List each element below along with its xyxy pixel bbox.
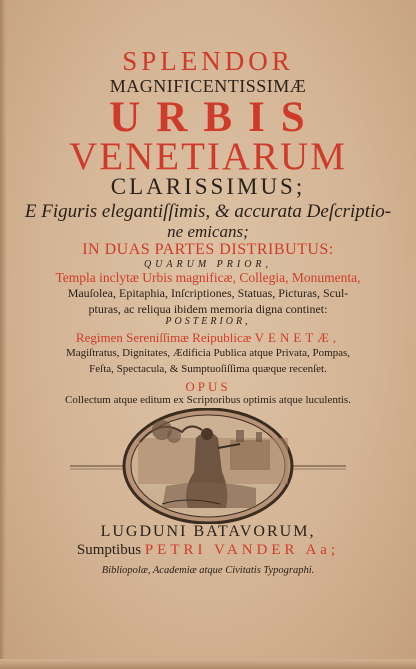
imprint-trade: Bibliopolæ, Academiæ atque Civitatis Typographi. bbox=[101, 565, 315, 576]
subtitle-in-duas-partes: IN DUAS PARTES DISTRIBUTUS: bbox=[82, 241, 334, 258]
imprint-printer-line bbox=[0, 542, 416, 559]
text-regimen bbox=[0, 330, 416, 346]
subtitle-figuris: E Figuris elegantiſſimis, & accurata Deſcriptio- bbox=[24, 201, 392, 222]
subtitle-emicans: ne emicans; bbox=[167, 222, 249, 241]
text-venetae: VENETÆ, bbox=[254, 330, 341, 345]
heading-posterior: POSTERIOR, bbox=[165, 316, 251, 327]
title-splendor: SPLENDOR bbox=[122, 46, 294, 76]
text-templa: Templa inclytæ Urbis magnificæ, Collegia, Monumenta, bbox=[55, 270, 361, 285]
title-clarissimus: CLARISSIMUS; bbox=[110, 174, 306, 199]
page-shadow-bottom bbox=[0, 659, 416, 669]
text-collectum: Collectum atque editum ex Scriptoribus optimis atque luculentis. bbox=[65, 394, 351, 406]
text-magistratus: Magiſtratus, Dignitates, Ædificia Publica atque Privata, Pompas, bbox=[65, 347, 351, 359]
text-regimen-main: Regimen Sereniſſimæ Reipublicæ bbox=[75, 330, 255, 345]
text-festa: Feſta, Spectacula, & Sumptuoſiſſima quæque recenſet. bbox=[89, 363, 327, 375]
imprint-sumptibus: Sumptibus bbox=[76, 542, 145, 558]
heading-opus: OPUS bbox=[185, 379, 231, 394]
heading-quarum-prior: QUARUM PRIOR, bbox=[143, 259, 273, 270]
title-venetiarum: VENETIARUM bbox=[69, 135, 347, 178]
imprint-city: LUGDUNI BATAVORUM, bbox=[100, 523, 316, 540]
title-magnificentissimae: MAGNIFICENTISSIMÆ bbox=[109, 76, 307, 96]
title-urbis: URBIS bbox=[109, 94, 321, 141]
imprint-printer: PETRI VANDER Aa; bbox=[144, 542, 340, 558]
text-mausolea-1: Mauſolea, Epitaphia, Inſcriptiones, Statuas, Picturas, Scul- bbox=[67, 286, 349, 300]
engraved-vignette-icon bbox=[70, 408, 346, 524]
text-mausolea-2: pturas, ac reliqua ibidem memoria digna continet: bbox=[88, 302, 328, 316]
